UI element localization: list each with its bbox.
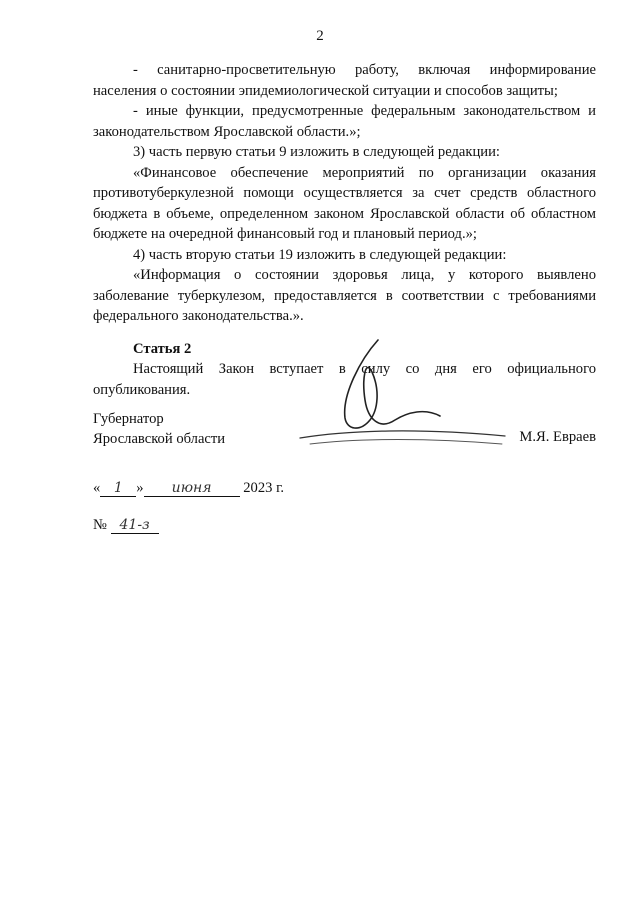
signatory-name: М.Я. Евраев <box>519 429 596 445</box>
signatory-title-line2: Ярославской области <box>93 431 226 447</box>
paragraph: - санитарно-просветительную работу, включая информирование населения о состоянии эпидемиологической ситуации и способов защиты; <box>93 62 596 99</box>
paragraph: «Информация о состоянии здоровья лица, у которого выявлено заболевание туберкулезом, предоставляется в соответствии с требованиями федерального законодательства.». <box>93 267 596 324</box>
date-year: 2023 г. <box>243 480 285 496</box>
law-number <box>93 517 159 534</box>
date-month: июня <box>144 480 240 497</box>
date-day: 1 <box>100 480 136 497</box>
handwritten-signature <box>290 320 510 460</box>
paragraph: - иные функции, предусмотренные федеральным законодательством и законодательством Ярославской области.»; <box>93 103 596 140</box>
article-heading: Статья 2 <box>133 340 192 357</box>
date-close-quote: » <box>136 480 144 496</box>
signing-date <box>93 480 284 497</box>
law-number-prefix: № <box>93 517 107 533</box>
signatory-title-line1: Губернатор <box>93 411 164 427</box>
article-text: Настоящий Закон вступает в силу со дня его официального опубликования. <box>93 361 596 398</box>
paragraph: 3) часть первую статьи 9 изложить в следующей редакции: <box>133 144 500 160</box>
page-number: 2 <box>316 28 324 44</box>
law-number-value: 41-з <box>111 517 159 534</box>
signatory-title <box>93 409 225 449</box>
paragraph: «Финансовое обеспечение мероприятий по организации оказания противотуберкулезной помощи осуществляется за счет средств областного бюджета в объеме, определенном законом Ярославской области об областном бюджете на очередной финансовый год и плановый период.»; <box>93 164 596 242</box>
date-open-quote: « <box>93 480 101 496</box>
paragraph: 4) часть вторую статьи 19 изложить в следующей редакции: <box>133 246 507 263</box>
